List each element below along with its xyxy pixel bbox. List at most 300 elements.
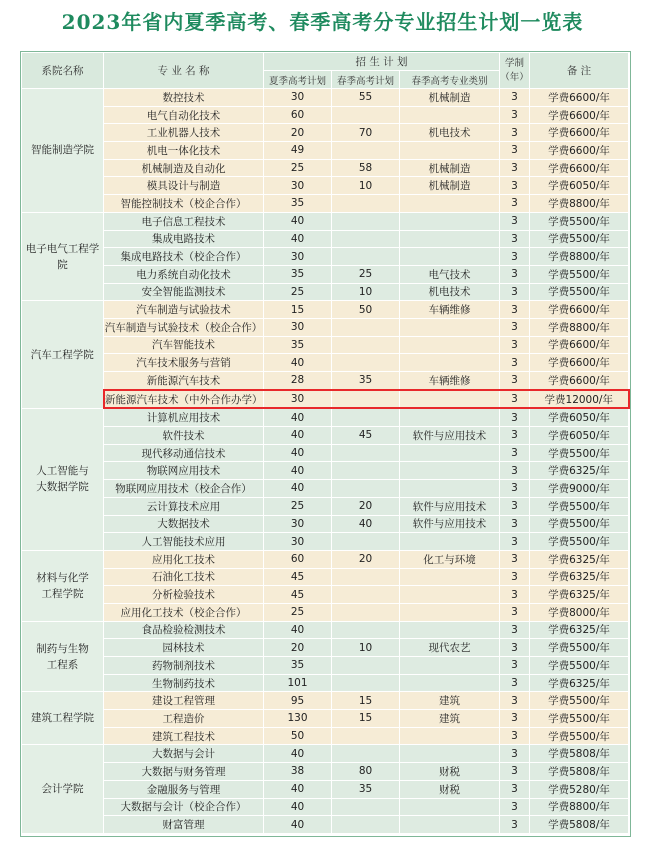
spring-category-cell: 电气技术	[400, 265, 500, 283]
table-row	[22, 515, 629, 533]
major-cell: 智能控制技术（校企合作）	[104, 195, 264, 213]
table-row	[22, 248, 629, 266]
years-cell: 3	[500, 318, 530, 336]
header-summer: 夏季高考计划	[264, 71, 332, 89]
summer-plan-cell: 50	[264, 727, 332, 745]
years-cell: 3	[500, 124, 530, 142]
years-cell: 3	[500, 142, 530, 160]
table-row	[22, 106, 629, 124]
years-cell: 3	[500, 212, 530, 230]
note-cell: 学费5500/年	[530, 710, 629, 728]
summer-plan-cell: 40	[264, 621, 332, 639]
years-cell: 3	[500, 568, 530, 586]
years-cell: 3	[500, 462, 530, 480]
years-cell: 3	[500, 283, 530, 301]
years-cell: 3	[500, 195, 530, 213]
years-cell: 3	[500, 603, 530, 621]
note-cell: 学费6050/年	[530, 177, 629, 195]
table-row	[22, 124, 629, 142]
major-cell: 云计算技术应用	[104, 497, 264, 515]
header-note: 备 注	[530, 53, 629, 89]
major-cell: 模具设计与制造	[104, 177, 264, 195]
dept-cell: 制药与生物 工程系	[22, 621, 104, 692]
summer-plan-cell: 45	[264, 568, 332, 586]
spring-plan-cell	[332, 657, 400, 675]
major-cell: 生物制药技术	[104, 674, 264, 692]
header-years: 学制（年）	[500, 53, 530, 89]
summer-plan-cell: 40	[264, 212, 332, 230]
table-row	[22, 497, 629, 515]
years-cell: 3	[500, 727, 530, 745]
spring-category-cell	[400, 142, 500, 160]
years-cell: 3	[500, 372, 530, 390]
table-row	[22, 816, 629, 834]
header-spring-cat: 春季高考专业类别	[400, 71, 500, 89]
table-row	[22, 586, 629, 604]
table-row	[22, 408, 629, 426]
summer-plan-cell: 25	[264, 603, 332, 621]
spring-category-cell	[400, 603, 500, 621]
spring-category-cell	[400, 798, 500, 816]
summer-plan-cell: 40	[264, 462, 332, 480]
major-cell: 金融服务与管理	[104, 780, 264, 798]
spring-category-cell: 机电技术	[400, 124, 500, 142]
table-row	[22, 639, 629, 657]
dept-cell: 智能制造学院	[22, 89, 104, 213]
table-row	[22, 372, 629, 390]
summer-plan-cell: 60	[264, 106, 332, 124]
note-cell: 学费5500/年	[530, 657, 629, 675]
spring-category-cell: 机电技术	[400, 283, 500, 301]
summer-plan-cell: 30	[264, 177, 332, 195]
spring-plan-cell	[332, 336, 400, 354]
major-cell: 大数据与会计（校企合作）	[104, 798, 264, 816]
note-cell: 学费6600/年	[530, 354, 629, 372]
major-cell: 人工智能技术应用	[104, 533, 264, 551]
summer-plan-cell: 45	[264, 586, 332, 604]
page-title: 2023年省内夏季高考、春季高考分专业招生计划一览表	[61, 10, 584, 34]
years-cell: 3	[500, 533, 530, 551]
note-cell: 学费5500/年	[530, 639, 629, 657]
enrollment-table	[21, 52, 630, 834]
note-cell: 学费8000/年	[530, 603, 629, 621]
years-cell: 3	[500, 550, 530, 568]
summer-plan-cell: 30	[264, 89, 332, 107]
major-cell: 汽车智能技术	[104, 336, 264, 354]
summer-plan-cell: 35	[264, 336, 332, 354]
major-cell: 大数据与会计	[104, 745, 264, 763]
spring-plan-cell: 70	[332, 124, 400, 142]
note-cell: 学费6325/年	[530, 621, 629, 639]
summer-plan-cell: 25	[264, 283, 332, 301]
spring-plan-cell	[332, 586, 400, 604]
table-row	[22, 727, 629, 745]
spring-plan-cell	[332, 462, 400, 480]
dept-cell: 建筑工程学院	[22, 692, 104, 745]
summer-plan-cell: 40	[264, 354, 332, 372]
summer-plan-cell: 35	[264, 657, 332, 675]
note-cell: 学费6600/年	[530, 336, 629, 354]
major-cell: 集成电路技术（校企合作）	[104, 248, 264, 266]
table-row	[22, 301, 629, 319]
summer-plan-cell: 49	[264, 142, 332, 160]
spring-plan-cell	[332, 444, 400, 462]
spring-plan-cell	[332, 408, 400, 426]
major-cell: 新能源汽车技术（中外合作办学）	[104, 390, 264, 409]
note-cell: 学费5500/年	[530, 283, 629, 301]
summer-plan-cell: 20	[264, 124, 332, 142]
note-cell: 学费8800/年	[530, 318, 629, 336]
spring-plan-cell	[332, 106, 400, 124]
spring-plan-cell: 35	[332, 372, 400, 390]
table-row	[22, 550, 629, 568]
spring-category-cell	[400, 674, 500, 692]
major-cell: 食品检验检测技术	[104, 621, 264, 639]
note-cell: 学费6325/年	[530, 674, 629, 692]
years-cell: 3	[500, 780, 530, 798]
spring-category-cell	[400, 408, 500, 426]
years-cell: 3	[500, 354, 530, 372]
spring-category-cell	[400, 444, 500, 462]
spring-category-cell: 软件与应用技术	[400, 427, 500, 445]
table-row	[22, 142, 629, 160]
spring-category-cell	[400, 745, 500, 763]
spring-plan-cell	[332, 745, 400, 763]
spring-plan-cell: 35	[332, 780, 400, 798]
spring-plan-cell	[332, 798, 400, 816]
table-row	[22, 177, 629, 195]
major-cell: 建设工程管理	[104, 692, 264, 710]
table-row	[22, 159, 629, 177]
table-row	[22, 780, 629, 798]
note-cell: 学费12000/年	[530, 390, 629, 409]
note-cell: 学费6600/年	[530, 159, 629, 177]
note-cell: 学费5500/年	[530, 497, 629, 515]
spring-plan-cell: 20	[332, 497, 400, 515]
table-row	[22, 427, 629, 445]
note-cell: 学费5280/年	[530, 780, 629, 798]
spring-category-cell	[400, 621, 500, 639]
spring-plan-cell: 10	[332, 283, 400, 301]
table-row	[22, 336, 629, 354]
spring-category-cell	[400, 195, 500, 213]
table-row	[22, 212, 629, 230]
major-cell: 石油化工技术	[104, 568, 264, 586]
years-cell: 3	[500, 230, 530, 248]
spring-plan-cell: 40	[332, 515, 400, 533]
major-cell: 电力系统自动化技术	[104, 265, 264, 283]
note-cell: 学费6325/年	[530, 462, 629, 480]
spring-category-cell	[400, 106, 500, 124]
major-cell: 财富管理	[104, 816, 264, 834]
summer-plan-cell: 101	[264, 674, 332, 692]
major-cell: 工业机器人技术	[104, 124, 264, 142]
spring-category-cell: 建筑	[400, 692, 500, 710]
note-cell: 学费6325/年	[530, 568, 629, 586]
major-cell: 计算机应用技术	[104, 408, 264, 426]
years-cell: 3	[500, 692, 530, 710]
summer-plan-cell: 30	[264, 533, 332, 551]
spring-category-cell: 财税	[400, 780, 500, 798]
spring-plan-cell	[332, 248, 400, 266]
table-row	[22, 390, 629, 409]
summer-plan-cell: 20	[264, 639, 332, 657]
spring-category-cell: 财税	[400, 763, 500, 781]
years-cell: 3	[500, 674, 530, 692]
major-cell: 集成电路技术	[104, 230, 264, 248]
spring-plan-cell	[332, 621, 400, 639]
spring-plan-cell	[332, 142, 400, 160]
table-row	[22, 283, 629, 301]
major-cell: 汽车制造与试验技术（校企合作）	[104, 318, 264, 336]
spring-category-cell	[400, 816, 500, 834]
summer-plan-cell: 25	[264, 159, 332, 177]
summer-plan-cell: 40	[264, 427, 332, 445]
years-cell: 3	[500, 106, 530, 124]
summer-plan-cell: 40	[264, 798, 332, 816]
major-cell: 分析检验技术	[104, 586, 264, 604]
years-cell: 3	[500, 586, 530, 604]
note-cell: 学费6050/年	[530, 427, 629, 445]
table-row	[22, 195, 629, 213]
dept-cell: 会计学院	[22, 745, 104, 833]
spring-plan-cell	[332, 568, 400, 586]
table-body	[22, 89, 629, 834]
note-cell: 学费5500/年	[530, 230, 629, 248]
years-cell: 3	[500, 444, 530, 462]
years-cell: 3	[500, 265, 530, 283]
spring-plan-cell	[332, 318, 400, 336]
years-cell: 3	[500, 515, 530, 533]
major-cell: 安全智能监测技术	[104, 283, 264, 301]
summer-plan-cell: 15	[264, 301, 332, 319]
summer-plan-cell: 25	[264, 497, 332, 515]
note-cell: 学费5808/年	[530, 816, 629, 834]
table-row	[22, 354, 629, 372]
note-cell: 学费6600/年	[530, 89, 629, 107]
dept-cell: 汽车工程学院	[22, 301, 104, 409]
major-cell: 工程造价	[104, 710, 264, 728]
summer-plan-cell: 130	[264, 710, 332, 728]
spring-plan-cell	[332, 674, 400, 692]
note-cell: 学费8800/年	[530, 248, 629, 266]
major-cell: 应用化工技术	[104, 550, 264, 568]
note-cell: 学费5808/年	[530, 745, 629, 763]
spring-plan-cell: 10	[332, 177, 400, 195]
header-major: 专 业 名 称	[104, 53, 264, 89]
major-cell: 新能源汽车技术	[104, 372, 264, 390]
spring-category-cell	[400, 230, 500, 248]
years-cell: 3	[500, 763, 530, 781]
spring-category-cell	[400, 533, 500, 551]
spring-plan-cell	[332, 230, 400, 248]
header-spring: 春季高考计划	[332, 71, 400, 89]
summer-plan-cell: 35	[264, 265, 332, 283]
years-cell: 3	[500, 639, 530, 657]
note-cell: 学费6050/年	[530, 408, 629, 426]
spring-plan-cell: 25	[332, 265, 400, 283]
spring-plan-cell	[332, 533, 400, 551]
note-cell: 学费5500/年	[530, 533, 629, 551]
note-cell: 学费5808/年	[530, 763, 629, 781]
spring-plan-cell: 10	[332, 639, 400, 657]
major-cell: 汽车制造与试验技术	[104, 301, 264, 319]
spring-plan-cell: 58	[332, 159, 400, 177]
major-cell: 大数据与财务管理	[104, 763, 264, 781]
major-cell: 应用化工技术（校企合作）	[104, 603, 264, 621]
spring-category-cell	[400, 318, 500, 336]
note-cell: 学费5500/年	[530, 212, 629, 230]
years-cell: 3	[500, 177, 530, 195]
years-cell: 3	[500, 745, 530, 763]
spring-category-cell: 车辆维修	[400, 301, 500, 319]
spring-plan-cell: 15	[332, 692, 400, 710]
years-cell: 3	[500, 480, 530, 498]
table-row	[22, 657, 629, 675]
major-cell: 物联网应用技术	[104, 462, 264, 480]
major-cell: 电子信息工程技术	[104, 212, 264, 230]
table-row	[22, 710, 629, 728]
note-cell: 学费6600/年	[530, 301, 629, 319]
major-cell: 药物制剂技术	[104, 657, 264, 675]
spring-category-cell: 现代农艺	[400, 639, 500, 657]
spring-category-cell	[400, 212, 500, 230]
note-cell: 学费6325/年	[530, 586, 629, 604]
years-cell: 3	[500, 301, 530, 319]
table-row	[22, 674, 629, 692]
spring-plan-cell: 50	[332, 301, 400, 319]
summer-plan-cell: 30	[264, 248, 332, 266]
summer-plan-cell: 38	[264, 763, 332, 781]
summer-plan-cell: 30	[264, 390, 332, 409]
major-cell: 建筑工程技术	[104, 727, 264, 745]
spring-plan-cell	[332, 603, 400, 621]
spring-category-cell	[400, 657, 500, 675]
summer-plan-cell: 40	[264, 230, 332, 248]
dept-cell: 人工智能与 大数据学院	[22, 408, 104, 550]
note-cell: 学费6325/年	[530, 550, 629, 568]
spring-category-cell	[400, 390, 500, 409]
table-row	[22, 763, 629, 781]
summer-plan-cell: 40	[264, 444, 332, 462]
major-cell: 机电一体化技术	[104, 142, 264, 160]
note-cell: 学费5500/年	[530, 692, 629, 710]
summer-plan-cell: 40	[264, 408, 332, 426]
table-row	[22, 798, 629, 816]
spring-category-cell	[400, 727, 500, 745]
spring-plan-cell	[332, 816, 400, 834]
major-cell: 电气自动化技术	[104, 106, 264, 124]
summer-plan-cell: 40	[264, 816, 332, 834]
note-cell: 学费8800/年	[530, 798, 629, 816]
major-cell: 数控技术	[104, 89, 264, 107]
spring-plan-cell: 45	[332, 427, 400, 445]
spring-category-cell: 软件与应用技术	[400, 497, 500, 515]
table-row	[22, 89, 629, 107]
summer-plan-cell: 40	[264, 745, 332, 763]
years-cell: 3	[500, 621, 530, 639]
spring-plan-cell: 80	[332, 763, 400, 781]
major-cell: 汽车技术服务与营销	[104, 354, 264, 372]
major-cell: 软件技术	[104, 427, 264, 445]
years-cell: 3	[500, 816, 530, 834]
table-row	[22, 318, 629, 336]
note-cell: 学费5500/年	[530, 727, 629, 745]
note-cell: 学费5500/年	[530, 265, 629, 283]
spring-plan-cell	[332, 480, 400, 498]
major-cell: 机械制造及自动化	[104, 159, 264, 177]
major-cell: 大数据技术	[104, 515, 264, 533]
years-cell: 3	[500, 248, 530, 266]
spring-category-cell	[400, 462, 500, 480]
years-cell: 3	[500, 497, 530, 515]
note-cell: 学费5500/年	[530, 515, 629, 533]
major-cell: 现代移动通信技术	[104, 444, 264, 462]
major-cell: 物联网应用技术（校企合作）	[104, 480, 264, 498]
note-cell: 学费8800/年	[530, 195, 629, 213]
table-row	[22, 568, 629, 586]
major-cell: 园林技术	[104, 639, 264, 657]
spring-category-cell	[400, 568, 500, 586]
years-cell: 3	[500, 89, 530, 107]
summer-plan-cell: 30	[264, 515, 332, 533]
spring-category-cell: 机械制造	[400, 159, 500, 177]
spring-plan-cell: 15	[332, 710, 400, 728]
spring-plan-cell: 55	[332, 89, 400, 107]
summer-plan-cell: 60	[264, 550, 332, 568]
spring-plan-cell	[332, 195, 400, 213]
note-cell: 学费6600/年	[530, 124, 629, 142]
summer-plan-cell: 95	[264, 692, 332, 710]
table-row	[22, 692, 629, 710]
spring-category-cell: 机械制造	[400, 89, 500, 107]
spring-category-cell: 建筑	[400, 710, 500, 728]
spring-category-cell	[400, 336, 500, 354]
table-header	[22, 53, 629, 89]
header-plan: 招 生 计 划	[264, 53, 500, 71]
table-row	[22, 621, 629, 639]
note-cell: 学费6600/年	[530, 142, 629, 160]
note-cell: 学费5500/年	[530, 444, 629, 462]
table-row	[22, 444, 629, 462]
spring-category-cell	[400, 354, 500, 372]
summer-plan-cell: 40	[264, 780, 332, 798]
spring-plan-cell	[332, 727, 400, 745]
table-row	[22, 230, 629, 248]
years-cell: 3	[500, 798, 530, 816]
years-cell: 3	[500, 390, 530, 409]
spring-plan-cell	[332, 212, 400, 230]
dept-cell: 材料与化学 工程学院	[22, 550, 104, 621]
table-row	[22, 265, 629, 283]
years-cell: 3	[500, 427, 530, 445]
summer-plan-cell: 40	[264, 480, 332, 498]
note-cell: 学费6600/年	[530, 106, 629, 124]
spring-category-cell	[400, 248, 500, 266]
summer-plan-cell: 28	[264, 372, 332, 390]
years-cell: 3	[500, 336, 530, 354]
spring-plan-cell	[332, 354, 400, 372]
table-row	[22, 603, 629, 621]
table-row	[22, 480, 629, 498]
years-cell: 3	[500, 408, 530, 426]
spring-category-cell	[400, 586, 500, 604]
dept-cell: 电子电气工程学院	[22, 212, 104, 300]
years-cell: 3	[500, 657, 530, 675]
spring-category-cell: 化工与环境	[400, 550, 500, 568]
spring-category-cell	[400, 480, 500, 498]
note-cell: 学费9000/年	[530, 480, 629, 498]
